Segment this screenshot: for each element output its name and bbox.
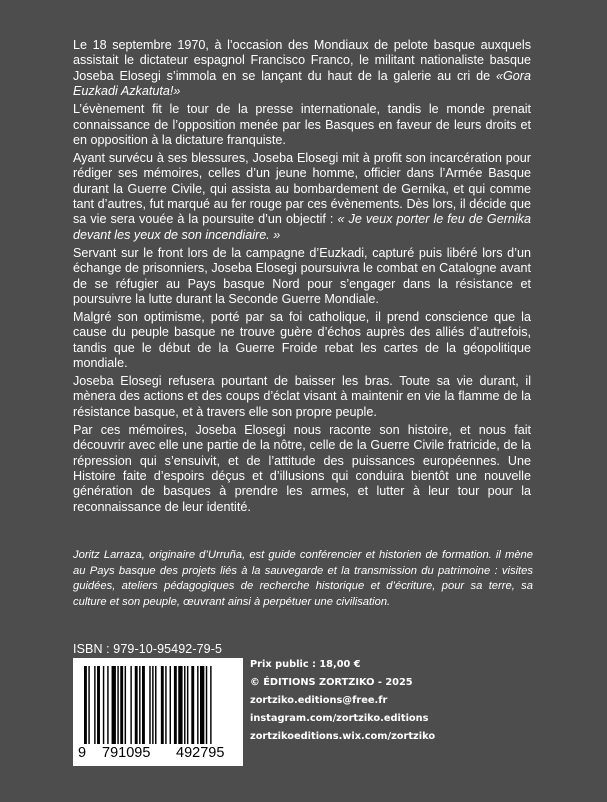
publisher-info — [250, 656, 435, 746]
paragraph-1 — [73, 38, 531, 100]
paragraph-4: Servant sur le front lors de la campagne d’Euzkadi, capturé puis libéré lors d’un échange de prisonniers, Joseba Elosegi poursuivra le combat en Catalogne avant de se réfugier au Pays basque Nord pour s’engager dans la résistance et poursuivre la lutte durant la Seconde Guerre Mondiale. — [73, 245, 531, 306]
barcode-right-group: 492795 — [176, 745, 225, 761]
isbn-label: ISBN : 979-10-95492-79-5 — [73, 642, 223, 656]
website-link[interactable]: zortzikoeditions.wix.com/zortziko — [250, 731, 436, 742]
copyright-label: © ÉDITIONS ZORTZIKO - 2025 — [250, 677, 413, 688]
author-bio: Joritz Larraza, originaire d’Urruña, est guide conférencier et historien de formation. il mène au Pays basque des projets liés à la sauvegarde et la transmission du patrimoine : visites guidées, ateliers pédagogiques de recherche historique et d’écriture, pour sa terre, sa culture et son peuple, œuvrant ainsi à perpétuer une civilisation. — [73, 549, 533, 608]
paragraph-3-text: Ayant survécu à ses blessures, Joseba Elosegi mit à profit son incarcération pour rédiger ses mémoires, celles d’un jeune homme, officier dans l’Armée Basque durant la Guerre Civile, qui assista au bombardement de Gernika, et qui comme tant d’autres, fut marqué au fer rouge par ces évènements. Dès lors, il décide que sa vie sera vouée à la poursuite d’un objectif : — [73, 150, 531, 227]
barcode-digits — [76, 745, 240, 763]
paragraph-3 — [73, 151, 531, 243]
email-link[interactable]: zortziko.editions@free.fr — [250, 695, 388, 706]
price-label: Prix public : 18,00 € — [250, 659, 361, 670]
paragraph-1-quote: «Gora Euzkadi Azkatuta!» — [73, 68, 531, 99]
paragraph-1-text: Le 18 septembre 1970, à l’occasion des Mondiaux de pelote basque auxquels assistait le dictateur espagnol Francisco Franco, le militant nationaliste basque Joseba Elosegi s’immola en se lançant du haut de la galerie au cri de — [73, 38, 531, 83]
paragraph-2: L’évènement fit le tour de la presse internationale, tandis le monde prenait connaissance de l’opposition menée par les Basques en faveur de leurs droits et en opposition à la dictature franquiste. — [73, 102, 531, 147]
barcode-left-group: 791095 — [102, 745, 151, 761]
paragraph-5: Malgré son optimisme, porté par sa foi catholique, il prend conscience que la cause du peuple basque ne trouve guère d’échos auprès des alliés d’autrefois, tandis que le début de la Guerre Froide rebat les cartes de la géopolitique mondiale. — [73, 309, 531, 371]
instagram-link[interactable]: instagram.com/zortziko.editions — [250, 713, 429, 724]
paragraph-3-quote: « Je veux porter le feu de Gernika devant les yeux de son incendiaire. » — [73, 212, 531, 242]
barcode — [73, 658, 243, 766]
back-cover-text — [73, 38, 531, 518]
barcode-first-digit: 9 — [78, 745, 87, 761]
paragraph-6: Joseba Elosegi refusera pourtant de baisser les bras. Toute sa vie durant, il mènera des actions et des coups d’éclat visant à maintenir en vie la flamme de la résistance basque, et à travers elle son propre peuple. — [73, 374, 531, 419]
paragraph-7: Par ces mémoires, Joseba Elosegi nous raconte son histoire, et nous fait découvrir avec elle une partie de la nôtre, celle de la Guerre Civile fratricide, de la répression qui s’ensuivit, et de l’attitude des puissances européennes. Une Histoire faite d’espoirs déçus et d’illusions qui conduira bientôt une nouvelle génération de basques à prendre les armes, et lutter à leur tour pour la reconnaissance de leur identité. — [73, 422, 531, 514]
barcode-bars — [80, 666, 236, 748]
